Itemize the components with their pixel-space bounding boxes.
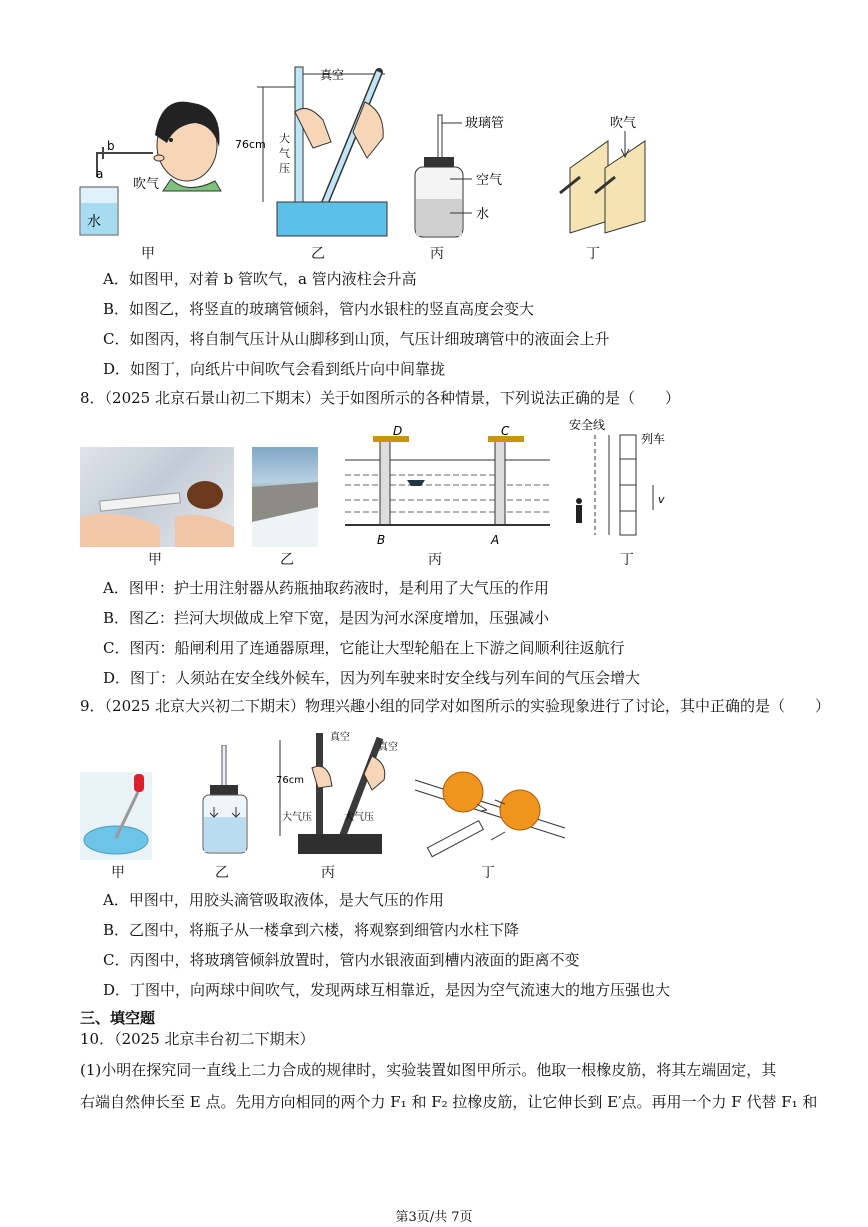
svg-text:a: a [96,167,104,181]
svg-text:大气压: 大气压 [282,812,312,823]
q8-caption-ding: 丁 [620,552,634,568]
q7-caption-bing: 丙 [430,246,444,262]
q7-option-b: B．如图乙，将竖直的玻璃管倾斜，管内水银柱的竖直高度会变大 [103,300,535,318]
q7-fig-jia [75,95,225,245]
q10-paragraph-line2: 右端自然伸长至 E 点。先用方向相同的两个力 F₁ 和 F₂ 拉橡皮筋，让它伸长到 E′点。再用一个力 F 代替 F₁ 和 [80,1093,818,1111]
q8-caption-yi: 乙 [280,552,294,568]
svg-text:76cm: 76cm [235,138,266,151]
svg-text:A: A [491,533,500,547]
q7-option-c: C．如图丙，将自制气压计从山脚移到山顶，气压计细玻璃管中的液面会上升 [103,330,610,348]
dam-photo [252,447,318,547]
svg-text:压: 压 [279,162,290,175]
q9-fig-yi [200,745,252,857]
q8-fig-ding [565,415,675,545]
q8-option-c: C．图丙：船闸利用了连通器原理，它能让大型轮船在上下游之间顺利往返航行 [103,639,625,657]
svg-text:b: b [107,139,115,153]
svg-text:v: v [658,493,665,506]
q7-caption-yi: 乙 [311,246,325,262]
syringe-photo [80,447,234,547]
atm-label: 大 [279,132,290,145]
svg-text:空气: 空气 [476,173,503,188]
svg-text:C: C [501,424,510,438]
svg-text:大气压: 大气压 [344,812,374,823]
q10-paragraph-line1: (1)小明在探究同一直线上二力合成的规律时，实验装置如图甲所示。他取一根橡皮筋，将其左端固定，其 [80,1061,777,1079]
svg-text:吹气: 吹气 [610,116,637,131]
q8-fig-bing [345,420,550,548]
q7-fig-ding [550,113,660,238]
svg-text:真空: 真空 [330,732,350,743]
q9-option-a: A．甲图中，用胶头滴管吸取液体，是大气压的作用 [103,891,444,909]
hand-icon [353,102,383,158]
svg-text:玻璃管: 玻璃管 [465,116,505,131]
q8-option-d: D．图丁：人须站在安全线外候车，因为列车驶来时安全线与列车间的气压会增大 [103,669,641,687]
svg-text:水: 水 [476,207,490,222]
q9-option-d: D．丁图中，向两球中间吹气，发现两球互相靠近，是因为空气流速大的地方压强也大 [103,981,671,999]
svg-text:列车: 列车 [641,432,666,446]
q8-caption-jia: 甲 [148,552,162,568]
svg-text:真空: 真空 [320,68,345,82]
q10-stem: 10．（2025 北京丰台初二下期末） [80,1030,315,1048]
svg-text:水: 水 [87,214,101,230]
q9-fig-ding [405,770,573,860]
q9-caption-ding: 丁 [481,865,495,881]
q8-caption-bing: 丙 [428,552,442,568]
svg-text:真空: 真空 [378,742,398,753]
q9-option-c: C．丙图中，将玻璃管倾斜放置时，管内水银液面到槽内液面的距离不变 [103,951,580,969]
tube-icon [97,153,153,177]
q9-caption-jia: 甲 [111,865,125,881]
q8-option-a: A．图甲：护士用注射器从药瓶抽取药液时，是利用了大气压的作用 [103,579,549,597]
svg-text:76cm: 76cm [276,775,304,786]
q7-fig-yi [235,62,400,240]
svg-text:气: 气 [279,147,290,160]
svg-text:B: B [377,533,386,547]
q7-fig-bing [410,113,515,241]
q8-stem: 8．（2025 北京石景山初二下期末）关于如图所示的各种情景，下列说法正确的是（ ） [80,389,680,407]
q8-option-b: B．图乙：拦河大坝做成上窄下宽，是因为河水深度增加，压强减小 [103,609,550,627]
q7-option-d: D．如图丁，向纸片中间吹气会看到纸片向中间靠拢 [103,360,446,378]
svg-text:吹气: 吹气 [133,177,160,192]
q7-caption-jia: 甲 [141,246,155,262]
svg-text:安全线: 安全线 [569,418,606,432]
svg-text:D: D [393,424,403,438]
q9-option-b: B．乙图中，将瓶子从一楼拿到六楼，将观察到细管内水柱下降 [103,921,520,939]
q9-fig-jia [80,772,152,860]
q9-stem: 9．（2025 北京大兴初二下期末）物理兴趣小组的同学对如图所示的实验现象进行了讨论，其中正确的是（ ） [80,697,830,715]
q9-caption-bing: 丙 [321,865,335,881]
q7-option-a: A．如图甲，对着 b 管吹气，a 管内液柱会升高 [103,270,417,288]
q9-caption-yi: 乙 [215,865,229,881]
boy-head-icon [154,102,221,191]
q9-fig-bing [272,728,407,856]
section-heading: 三、填空题 [80,1009,156,1027]
page-footer: 第3页/共 7页 [395,1210,473,1225]
q7-caption-ding: 丁 [586,246,600,262]
